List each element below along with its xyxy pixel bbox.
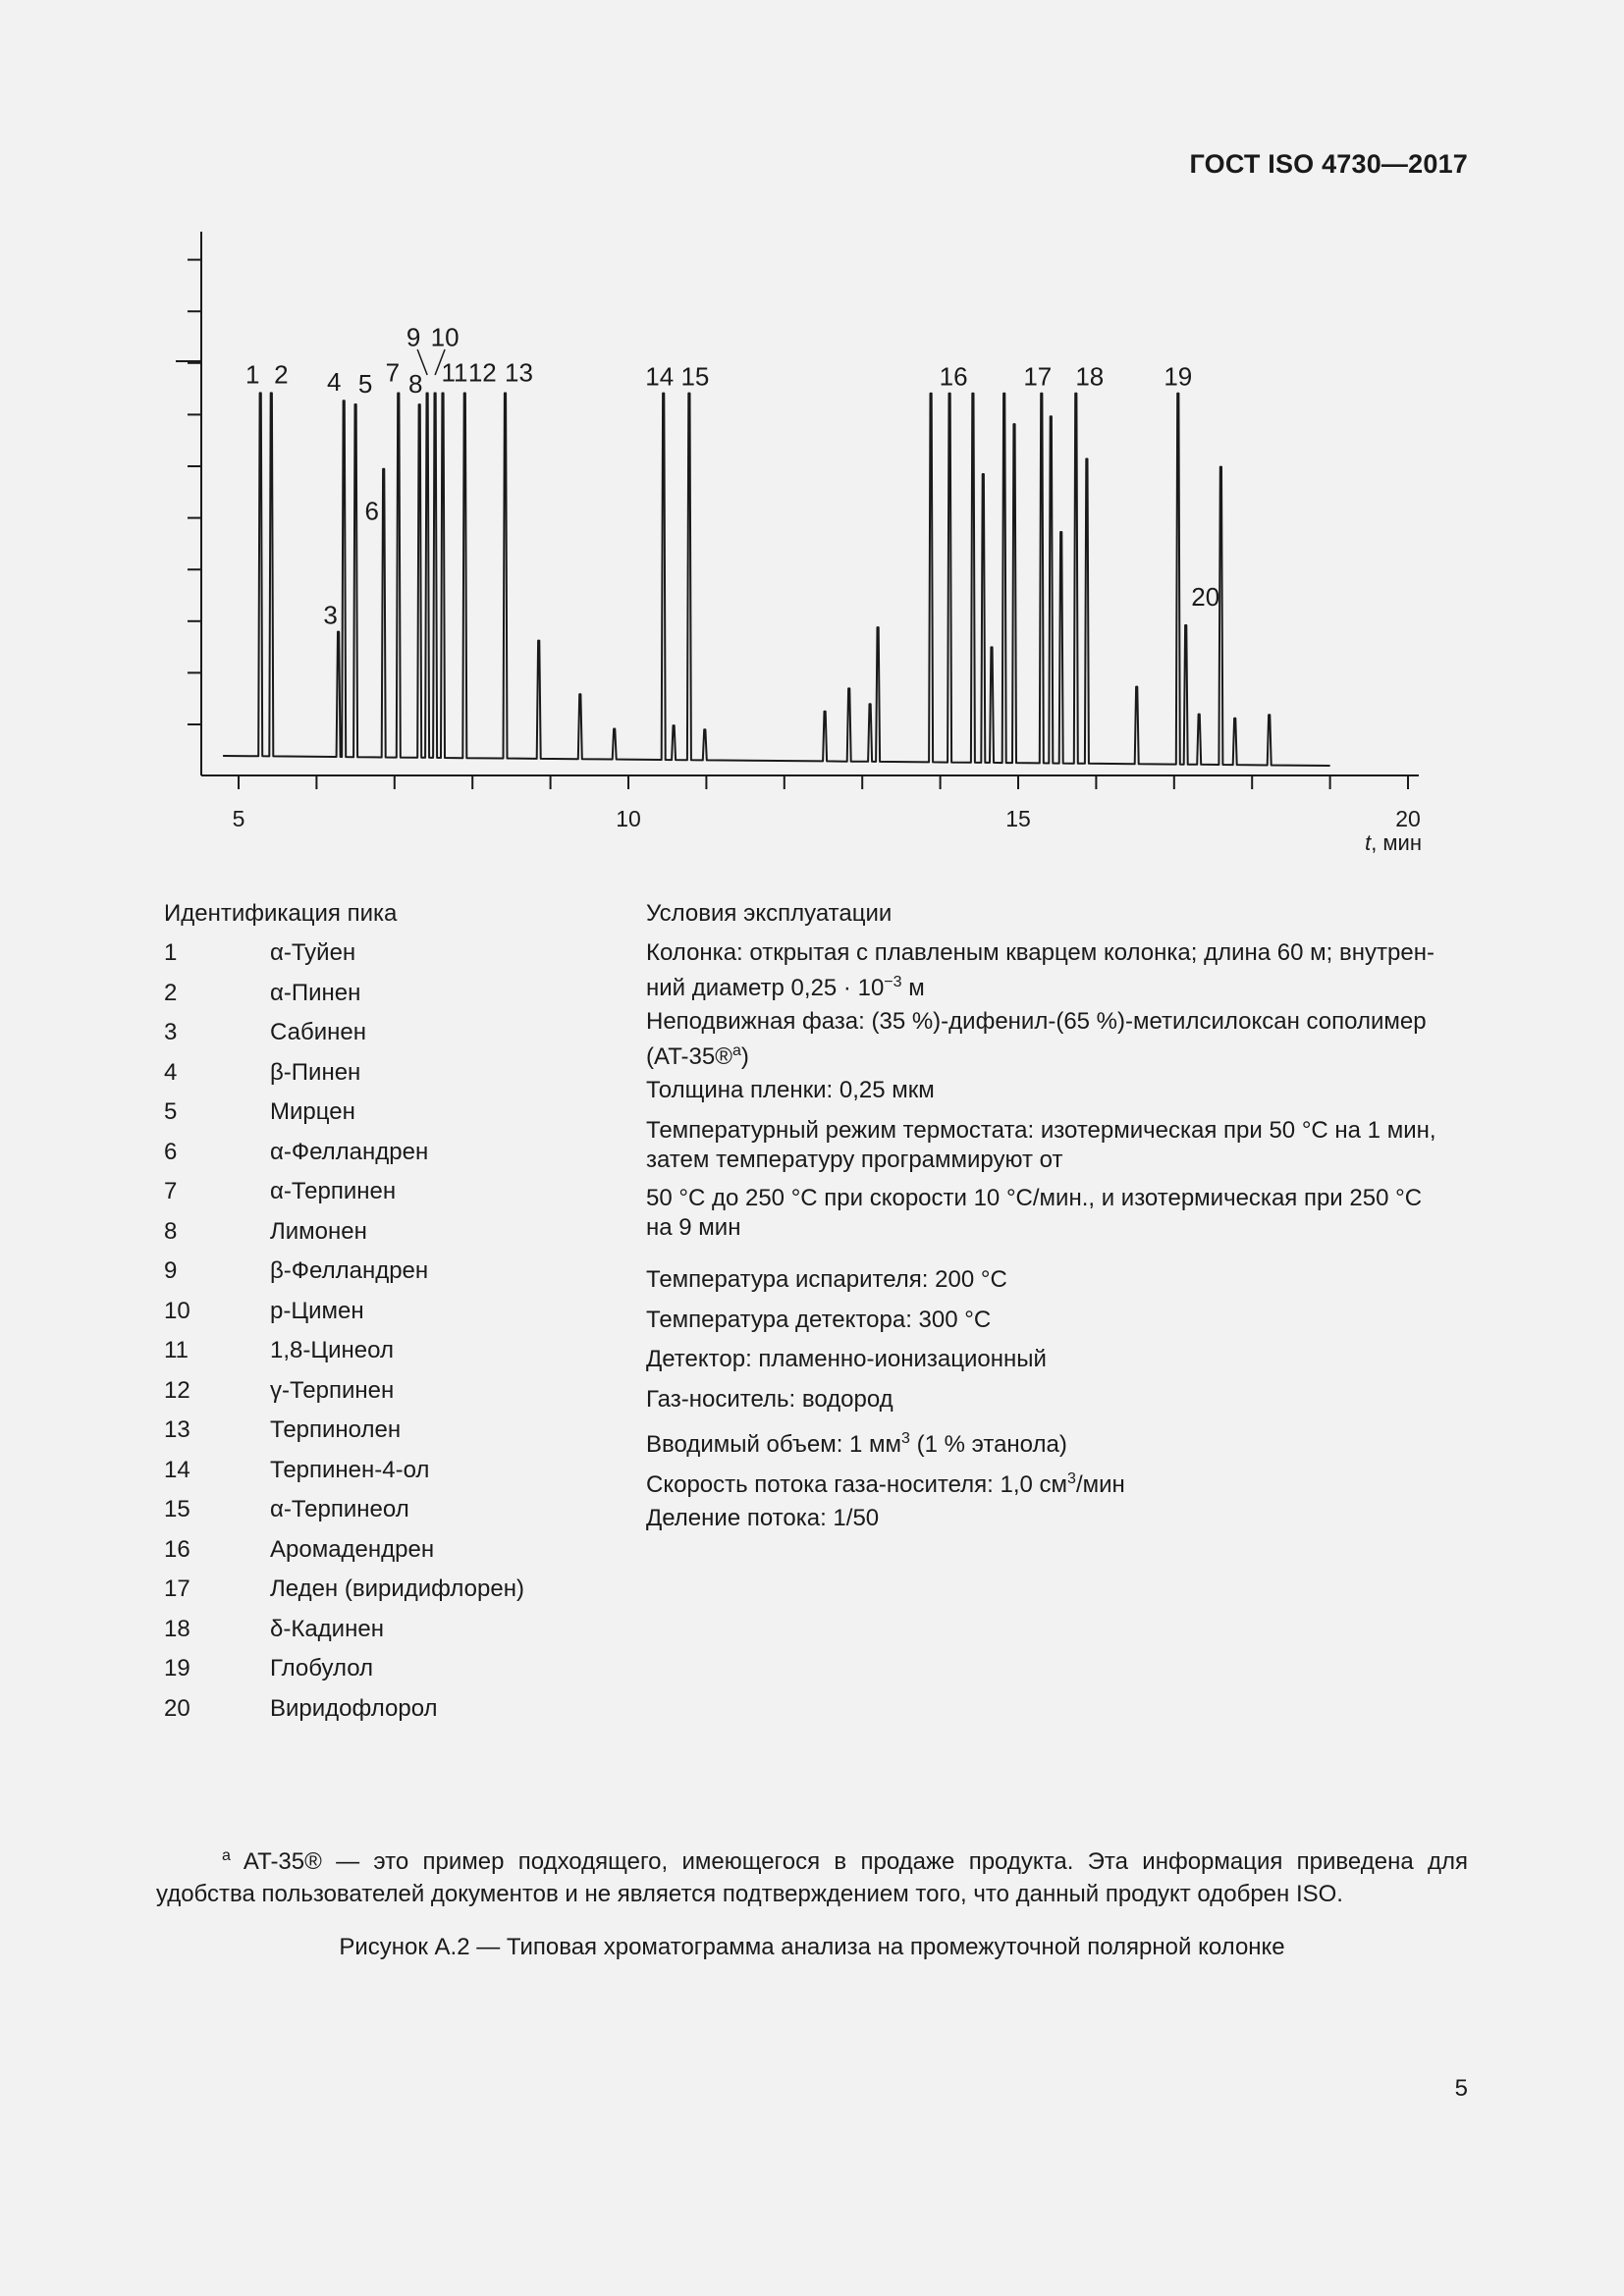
peak-number: 2 <box>164 979 178 1006</box>
peak-row <box>164 1097 625 1138</box>
peak-compound: Леден (виридифлорен) <box>270 1575 524 1602</box>
peak-row <box>164 1415 625 1456</box>
peak-compound: γ-Терпинен <box>270 1376 395 1404</box>
chromatogram <box>0 0 1624 883</box>
peak-compound: Сабинен <box>270 1019 366 1045</box>
peak-number: 19 <box>164 1655 190 1682</box>
peak-label-10: 10 <box>430 322 460 352</box>
peak-number: 10 <box>164 1297 190 1324</box>
condition-oven-program: Температурный режим термостата: изотермическая при 50 °C на 1 мин, затем температуру программируют от <box>646 1117 1436 1173</box>
peak-row <box>164 979 625 1019</box>
peak-number: 17 <box>164 1575 190 1602</box>
x-tick-label: 20 <box>1395 806 1421 831</box>
peak-row <box>164 1138 625 1178</box>
peak-label-6: 6 <box>364 496 379 526</box>
peak-compound: δ-Кадинен <box>270 1615 384 1642</box>
x-tick-label: 15 <box>1005 806 1031 831</box>
peak-compound: α-Терпинен <box>270 1178 397 1204</box>
peak-number: 16 <box>164 1535 190 1563</box>
peak-number: 11 <box>164 1337 189 1363</box>
peak-compound: 1,8-Цинеол <box>270 1337 394 1363</box>
peak-label-11: 11 <box>441 357 468 388</box>
peak-compound: α-Туйен <box>270 939 356 966</box>
peak-number: 12 <box>164 1376 190 1404</box>
peak-row <box>164 1694 625 1735</box>
peak-row <box>164 1376 625 1416</box>
peak-label-5: 5 <box>357 369 373 399</box>
x-tick-label: 10 <box>616 806 641 831</box>
condition-film-thickness: Толщина пленки: 0,25 мкм <box>646 1077 935 1103</box>
peak-row <box>164 1336 625 1376</box>
peak-label-3: 3 <box>323 600 338 630</box>
x-axis-ticks <box>233 775 1421 831</box>
condition-carrier-gas: Газ-носитель: водород <box>646 1386 893 1413</box>
peak-compound: α-Фелландрен <box>270 1138 429 1165</box>
peak-number: 1 <box>164 939 178 966</box>
peak-number: 4 <box>164 1058 178 1086</box>
peak-label-14: 14 <box>645 361 675 392</box>
peak-label-19: 19 <box>1164 361 1193 392</box>
peak-row <box>164 1177 625 1217</box>
x-tick-label: 5 <box>232 806 245 831</box>
peak-label-9: 9 <box>406 322 421 352</box>
peak-label-17: 17 <box>1023 361 1053 392</box>
peak-row <box>164 1217 625 1257</box>
peak-label-1: 1 <box>244 359 260 390</box>
peak-number: 8 <box>164 1217 178 1245</box>
peak-label-7: 7 <box>385 357 401 388</box>
peak-row <box>164 1495 625 1535</box>
peak-label-4: 4 <box>326 367 342 398</box>
peak-row <box>164 1058 625 1098</box>
peak-row <box>164 938 625 979</box>
peak-compound: Глобулол <box>270 1655 374 1682</box>
peak-compound: p-Цимен <box>270 1297 364 1324</box>
peak-row <box>164 1018 625 1058</box>
peak-number: 5 <box>164 1098 178 1125</box>
peak-row <box>164 1456 625 1496</box>
peak-identification-table <box>164 899 625 1734</box>
peak-number: 15 <box>164 1496 190 1522</box>
x-axis-label: t, мин <box>1365 830 1422 855</box>
peak-compound: Мирцен <box>270 1098 355 1125</box>
peak-label-16: 16 <box>939 361 968 392</box>
condition-injector-temp: Температура испарителя: 200 °C <box>646 1266 1007 1293</box>
peak-number: 14 <box>164 1456 190 1483</box>
peak-table-heading: Идентификация пика <box>164 900 398 927</box>
peak-label-20: 20 <box>1191 582 1220 612</box>
peak-compound: Лимонен <box>270 1217 367 1245</box>
peak-label-8: 8 <box>407 369 423 400</box>
condition-flow-rate: Скорость потока газа-носителя: 1,0 $см^3$/мин <box>646 1470 1125 1498</box>
peak-number: 20 <box>164 1694 190 1722</box>
chromatogram-trace <box>223 393 1330 766</box>
peak-compound: β-Фелландрен <box>270 1257 429 1284</box>
peak-compound: Виридофлорол <box>270 1694 438 1722</box>
condition-detector-temp: Температура детектора: 300 °C <box>646 1307 992 1333</box>
peak-number: 3 <box>164 1019 178 1045</box>
condition-split-ratio: Деление потока: 1/50 <box>646 1505 880 1531</box>
peak-compound: Терпинен-4-ол <box>270 1456 430 1483</box>
peak-label-15: 15 <box>680 361 710 392</box>
peak-number: 6 <box>164 1138 178 1165</box>
condition-detector: Детектор: пламенно-ионизационный <box>646 1346 1047 1372</box>
page-number: 5 <box>1454 2075 1468 2102</box>
peak-compound: Аромадендрен <box>270 1535 435 1563</box>
figure-caption: Рисунок А.2 — Типовая хроматограмма анализа на промежуточной полярной колонке <box>339 1934 1285 1960</box>
peak-row <box>164 1575 625 1615</box>
condition-column: Колонка: открытая с плавленым кварцем колонка; длина 60 м; внутрен- ний диаметр $0,25 \cdot 10^{-3}$ м <box>646 939 1435 1001</box>
peak-number: 18 <box>164 1615 190 1642</box>
peak-label-12: 12 <box>467 357 497 388</box>
peak-row <box>164 1615 625 1655</box>
peak-number: 13 <box>164 1416 190 1443</box>
peak-row <box>164 1256 625 1297</box>
peak-number: 7 <box>164 1178 178 1204</box>
condition-injection-volume: Вводимый объем: 1 $мм^3$ (1 % этанола) <box>646 1430 1067 1458</box>
peak-compound: Терпинолен <box>270 1416 402 1443</box>
peak-label-18: 18 <box>1075 361 1105 392</box>
peak-compound: α-Терпинеол <box>270 1496 409 1522</box>
footnote: $^a$ AT-35® — это пример подходящего, имеющегося в продаже продукта. Эта информация приведена для удобства пользователей документов и не является подтверждением того, что данный продукт одобрен ISO. <box>156 1847 1468 1907</box>
operating-conditions <box>646 899 1471 1531</box>
peak-compound: α-Пинен <box>270 979 361 1006</box>
peak-labels <box>245 323 1219 630</box>
peak-row <box>164 1297 625 1337</box>
document-code: ГОСТ ISO 4730—2017 <box>1189 149 1468 179</box>
peak-number: 9 <box>164 1257 178 1284</box>
chart-axes <box>176 232 1419 775</box>
conditions-heading: Условия эксплуатации <box>646 900 893 927</box>
peak-row <box>164 1535 625 1575</box>
peak-label-2: 2 <box>274 359 289 390</box>
peak-row <box>164 1654 625 1694</box>
condition-oven-program-cont: 50 °C до 250 °C при скорости 10 °C/мин., и изотермическая при 250 °C на 9 мин <box>646 1185 1423 1241</box>
peak-compound: β-Пинен <box>270 1058 361 1086</box>
condition-stationary-phase: Неподвижная фаза: (35 %)-дифенил-(65 %)-метилсилоксан сополимер (AT-35®$^a$) <box>646 1008 1427 1070</box>
peak-label-13: 13 <box>505 357 533 388</box>
